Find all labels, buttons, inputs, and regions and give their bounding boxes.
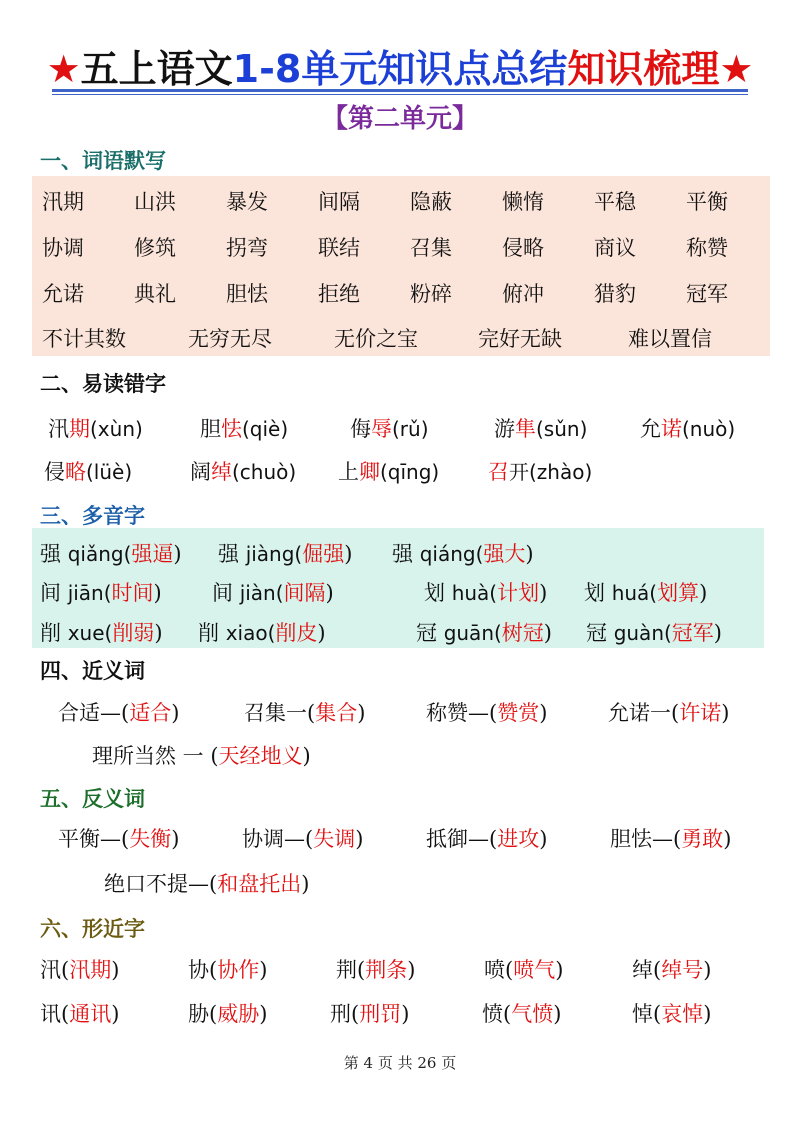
vocab-word: 俯冲 <box>502 282 544 306</box>
vocab-word: 修筑 <box>134 236 176 260</box>
polyphone-item: 间 jiàn(间隔) <box>212 581 334 605</box>
vocab-idiom: 难以置信 <box>628 327 712 351</box>
vocab-word: 暴发 <box>226 190 268 214</box>
section-heading-similar: 六、形近字 <box>40 917 145 941</box>
similar-item: 绰(绰号) <box>632 958 712 982</box>
vocab-idiom: 不计其数 <box>42 327 126 351</box>
misread-item: 侵略(lüè) <box>44 460 133 484</box>
vocab-word: 侵略 <box>502 236 544 260</box>
polyphone-item: 划 huà(计划) <box>424 581 548 605</box>
misread-item: 汛期(xùn) <box>48 417 143 441</box>
similar-item: 讯(通讯) <box>40 1002 120 1026</box>
vocab-word: 称赞 <box>686 236 728 260</box>
vocab-word: 拐弯 <box>226 236 268 260</box>
misread-item: 阔绰(chuò) <box>190 460 297 484</box>
polyphone-item: 削 xiao(削皮) <box>198 621 326 645</box>
synonym-item: 召集一(集合) <box>244 701 366 725</box>
polyphone-item: 强 qiáng(强大) <box>392 542 534 566</box>
polyphone-item: 冠 guān(树冠) <box>416 621 552 645</box>
vocab-word: 隐蔽 <box>410 190 452 214</box>
star-icon: ★ <box>719 47 754 91</box>
similar-item: 刑(刑罚) <box>330 1002 410 1026</box>
title-part-1: 五上语文 <box>80 47 233 91</box>
similar-item: 喷(喷气) <box>484 958 564 982</box>
synonym-item: 称赞—(赞赏) <box>426 701 548 725</box>
misread-item: 游隼(sǔn) <box>494 417 588 441</box>
similar-item: 悼(哀悼) <box>632 1002 712 1026</box>
misread-item: 胆怯(qiè) <box>200 417 289 441</box>
vocab-word: 冠军 <box>686 282 728 306</box>
similar-item: 胁(威胁) <box>188 1002 268 1026</box>
vocab-word: 懒惰 <box>502 190 544 214</box>
page-number: 第 4 页 共 26 页 <box>343 1054 457 1072</box>
synonym-item: 理所当然 一 (天经地义) <box>92 744 311 768</box>
vocab-word: 典礼 <box>134 282 176 306</box>
vocab-word: 允诺 <box>42 282 84 306</box>
antonym-item: 协调—(失调) <box>242 827 364 851</box>
section-heading-antonyms: 五、反义词 <box>40 787 145 811</box>
polyphone-item: 削 xue(削弱) <box>40 621 163 645</box>
title-underline-thin <box>52 94 748 95</box>
vocab-word: 平稳 <box>594 190 636 214</box>
title-part-3: 知识梳理 <box>567 47 720 91</box>
vocab-word: 商议 <box>594 236 636 260</box>
title-part-2: 1-8单元知识点总结 <box>232 47 568 91</box>
misread-item: 上卿(qīng) <box>338 460 440 484</box>
section-heading-polyphone: 三、多音字 <box>40 504 145 528</box>
antonym-item: 抵御—(进攻) <box>426 827 548 851</box>
polyphone-item: 划 huá(划算) <box>584 581 708 605</box>
vocab-word: 联结 <box>318 236 360 260</box>
polyphone-item: 强 jiàng(倔强) <box>218 542 353 566</box>
synonym-item: 合适—(适合) <box>58 701 180 725</box>
vocab-idiom: 完好无缺 <box>478 327 562 351</box>
vocab-word: 召集 <box>410 236 452 260</box>
polyphone-item: 强 qiǎng(强逼) <box>40 542 182 566</box>
antonym-item: 平衡—(失衡) <box>58 827 180 851</box>
vocab-word: 平衡 <box>686 190 728 214</box>
vocab-word: 拒绝 <box>318 282 360 306</box>
antonym-item: 绝口不提—(和盘托出) <box>104 872 310 896</box>
synonym-item: 允诺一(许诺) <box>608 701 730 725</box>
similar-item: 汛(汛期) <box>40 958 120 982</box>
section-heading-synonyms: 四、近义词 <box>40 659 145 683</box>
misread-item: 召开(zhào) <box>488 460 593 484</box>
vocab-idiom: 无穷无尽 <box>188 327 272 351</box>
similar-item: 愤(气愤) <box>482 1002 562 1026</box>
vocab-word: 胆怯 <box>226 282 268 306</box>
title-underline <box>52 89 748 92</box>
section-heading-misread: 二、易读错字 <box>40 372 166 396</box>
section-heading-vocab: 一、词语默写 <box>40 149 166 173</box>
unit-heading: 【第二单元】 <box>321 104 478 134</box>
vocab-word: 猎豹 <box>594 282 636 306</box>
polyphone-item: 间 jiān(时间) <box>40 581 162 605</box>
antonym-item: 胆怯—(勇敢) <box>610 827 732 851</box>
misread-item: 允诺(nuò) <box>640 417 736 441</box>
page-title <box>0 38 800 93</box>
vocab-word: 间隔 <box>318 190 360 214</box>
vocab-idiom: 无价之宝 <box>334 327 418 351</box>
misread-item: 侮辱(rǔ) <box>350 417 429 441</box>
similar-item: 荆(荆条) <box>336 958 416 982</box>
star-icon: ★ <box>46 47 81 91</box>
vocab-word: 汛期 <box>42 190 84 214</box>
vocab-word: 山洪 <box>134 190 176 214</box>
vocab-word: 协调 <box>42 236 84 260</box>
polyphone-item: 冠 guàn(冠军) <box>586 621 722 645</box>
similar-item: 协(协作) <box>188 958 268 982</box>
vocab-word: 粉碎 <box>410 282 452 306</box>
